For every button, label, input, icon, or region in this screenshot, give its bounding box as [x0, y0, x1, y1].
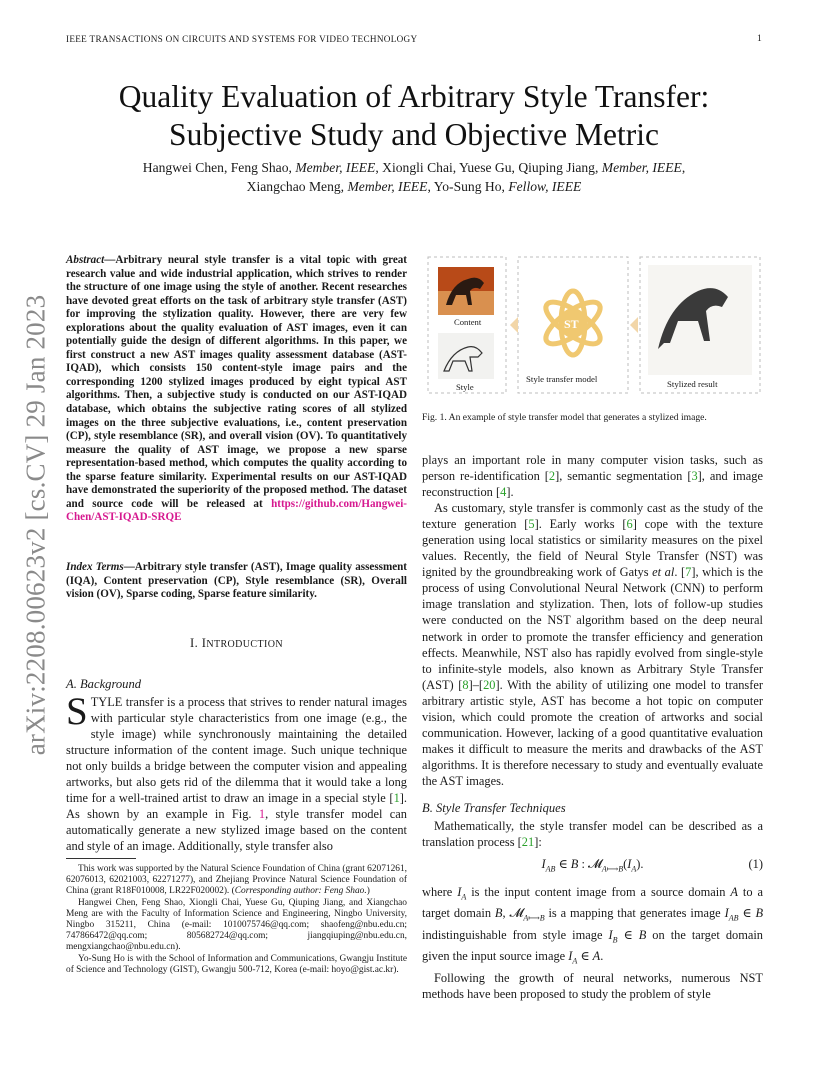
- figure-1: [426, 253, 762, 399]
- right-paragraph-5: Following the growth of neural networks, numerous NST methods have been proposed to study the problem of style: [422, 970, 763, 1001]
- authors-line-1: Hangwei Chen, Feng Shao, Member, IEEE, Xiongli Chai, Yuese Gu, Qiuping Jiang, Member, IEEE,: [142, 160, 686, 175]
- left-body: [66, 676, 407, 855]
- citation-link[interactable]: 4: [500, 485, 507, 500]
- content-image: [438, 267, 494, 315]
- stylized-result-image: [648, 265, 752, 375]
- title-line-2: Subjective Study and Objective Metric: [169, 117, 659, 152]
- fig-center-text: ST: [564, 317, 579, 331]
- paper-title: [60, 78, 768, 154]
- page-number: 1: [757, 34, 762, 44]
- fig-label-result: Stylized result: [667, 379, 718, 389]
- abstract-label: Abstract: [66, 254, 105, 266]
- footnote-rule: [66, 858, 136, 859]
- index-terms-label: Index Terms: [66, 561, 124, 573]
- right-paragraph-2: As customary, style transfer is commonly cast as the study of the texture generation [5]. Early works [6] cope with the texture generation using local statistics or similarity measures on the pixel values. Recently, the field of Neural Style Transfer (NST) was ignited by the groundbreaking work of Gatys et al. [7], which is the process of using Convolutional Neural Network (CNN) to perform image translation and stylization. Then, lots of follow-up studies were conducted on the NST algorithm based on the deep neural network in order to promote the transfer efficiency and generation effects. Meanwhile, NST also has rapidly evolved from single-style to infinite-style models, also known as Arbitrary Style Transfer (AST) [8]–[20]. With the ability of utilizing one model to transfer arbitrary artistic style, AST has become a hot topic on computer vision, which could promote the creation of artworks and social communication. However, lacking of a good quantitative evaluation makes it difficult to measure the merits and drawbacks of the AST algorithms. It is therefore necessary to study and eventually evaluate the AST images.: [422, 501, 763, 788]
- right-paragraph-1: plays an important role in many computer vision tasks, such as person re-identification [2], semantic segmentation [3], and image reconstruction [4].: [422, 453, 763, 500]
- citation-link[interactable]: 7: [685, 565, 692, 580]
- arrow-icon: [630, 317, 638, 333]
- index-terms: [66, 561, 407, 602]
- citation-link[interactable]: 5: [528, 517, 535, 532]
- style-image: [438, 333, 494, 379]
- citation-link[interactable]: 8: [462, 677, 469, 692]
- right-body: [422, 452, 763, 1002]
- citation-link[interactable]: 1: [393, 791, 400, 806]
- figure-link[interactable]: 1: [258, 807, 266, 822]
- fig-label-model: Style transfer model: [526, 374, 598, 384]
- citation-link[interactable]: 2: [548, 469, 556, 484]
- fig-label-style: Style: [456, 382, 474, 392]
- citation-link[interactable]: 21: [521, 835, 535, 850]
- section-title: I. INTRODUCTION: [190, 636, 283, 650]
- footnote-funding: This work was supported by the Natural Science Foundation of China (grant 62071261, 62076013, 62021003, 62271277), and Zhejiang Province Natural Science Foundation of China (grant R18F010008, LR22F020002). (Corresponding author: Feng Shao.): [66, 864, 407, 897]
- abstract-text: —Arbitrary neural style transfer is a vital topic with great research value and wide industrial application, which strives to render the structure of one image using the style of another. Recent researches have devoted great efforts on the task of arbitrary style transfer (AST) for improving the stylization quality. However, there are very few explorations about the quality evaluation of AST images, even it can potentially guide the design of different algorithms. In this paper, we first construct a new AST images quality assessment database (AST-IQAD), which consists 150 content-style image pairs and the corresponding 1200 stylized images produced by eight typical AST algorithms. Then, a subjective study is conducted on our AST-IQAD database, which obtains the subjective rating scores of all stylized images on the three subjective evaluations, i.e., content preservation (CP), style resemblance (SR), and overall vision (OV). To quantitatively measure the quality of AST image, we propose a new sparse representation-based method, which computes the quality according to the sparse feature similarity. Experimental results on our AST-IQAD have demonstrated the superiority of the proposed method. The dataset and source code will be released at: [66, 254, 407, 510]
- running-header: IEEE TRANSACTIONS ON CIRCUITS AND SYSTEMS FOR VIDEO TECHNOLOGY: [66, 34, 418, 44]
- drop-cap: S: [66, 690, 88, 734]
- abstract-link[interactable]: https://github.com/Hangwei-Chen/AST-IQAD-SRQE: [66, 497, 407, 524]
- footnotes: [66, 864, 407, 976]
- citation-link[interactable]: 3: [691, 469, 698, 484]
- background-paragraph: TYLE transfer is a process that strives to render natural images with particular style characteristics from one image (e.g., the style image) while synchronously maintaining the detailed structure information of the content image. Such unique technique not only builds a bridge between the computer vision and appealing artworks, but also gets rid of the dilemma that it would take a long time for a well-trained artist to draw an image in a special style [1]. As shown by an example in Fig. 1, style transfer model can automatically generate a new stylized image based on the content and style of an image. Additionally, style transfer also: [66, 695, 407, 854]
- subsection-b-title: B. Style Transfer Techniques: [422, 800, 566, 815]
- index-terms-text: —Arbitrary style transfer (AST), Image quality assessment (IQA), Content preservation (CP), Style resemblance (SR), Overall vision (OV), Sparse coding, Sparse feature similarity.: [66, 561, 407, 601]
- abstract: [66, 254, 407, 525]
- authors: [60, 158, 768, 196]
- arrow-icon: [510, 317, 518, 333]
- title-line-1: Quality Evaluation of Arbitrary Style Transfer:: [118, 79, 710, 114]
- citation-link[interactable]: 6: [626, 517, 633, 532]
- right-paragraph-4: where $I_A$ is the input content image from a source domain A to a target domain B, 𝓜$_{A⟼B}$ is a mapping that generates image $I_{AB}$ ∈ B indistinguishable from style image $I_B$ ∈ B on the target domain given the input source image $I_A$ ∈ A.: [422, 884, 764, 966]
- footnote-affiliation-2: Yo-Sung Ho is with the School of Information and Communications, Gwangju Institute of Science and Technology (GIST), Gwangju 500-712, Korea (e-mail: hoyo@gist.ac.kr).: [66, 953, 407, 975]
- citation-link[interactable]: 20: [483, 677, 496, 692]
- authors-line-2: Xiangchao Meng, Member, IEEE, Yo-Sung Ho, Fellow, IEEE: [246, 179, 582, 194]
- arxiv-stamp[interactable]: arXiv:2208.00623v2 [cs.CV] 29 Jan 2023: [20, 294, 51, 756]
- figure-1-caption: Fig. 1. An example of style transfer model that generates a stylized image.: [422, 412, 707, 423]
- equation-1: $I_{AB}$ ∈ B : $𝓜_{A⟼B}(I_A)$. (1): [541, 857, 763, 874]
- equation-number: (1): [748, 857, 763, 872]
- footnote-affiliation-1: Hangwei Chen, Feng Shao, Xiongli Chai, Yuese Gu, Qiuping Jiang, and Xiangchao Meng are with the Faculty of Information Science and Engineering, Ningbo University, Ningbo 315211, China (e-mail: 1010075746@qq.com; shaofeng@nbu.edu.cn; 747866472@qq.com; 805682724@qq.com; jiangqiuping@nbu.edu.cn, mengxiangchao@nbu.edu.cn).: [66, 897, 407, 953]
- right-paragraph-3: Mathematically, the style transfer model can be described as a translation process [21]:: [422, 819, 763, 850]
- subsection-a-title: A. Background: [66, 677, 142, 691]
- fig-label-content: Content: [454, 317, 482, 327]
